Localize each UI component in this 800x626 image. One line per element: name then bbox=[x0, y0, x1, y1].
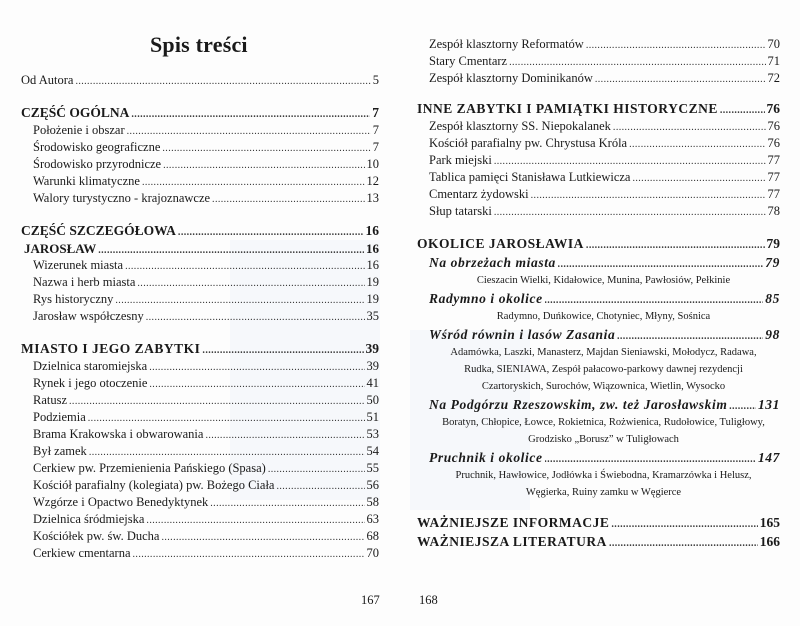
toc-section-wazniejsza-literatura[interactable] bbox=[417, 532, 780, 551]
toc-entry-label: Wzgórze i Opactwo Benedyktynek bbox=[33, 495, 209, 509]
toc-entry-label: Ratusz bbox=[33, 393, 68, 407]
toc-entry-page: 68 bbox=[366, 529, 379, 543]
toc-entry-page: 85 bbox=[765, 291, 780, 306]
toc-section-czesc-ogolna[interactable] bbox=[21, 103, 379, 122]
toc-entry-label: Na obrzeżach miasta bbox=[429, 255, 556, 270]
toc-entry-label: Pruchnik i okolice bbox=[429, 450, 543, 465]
toc-entry-label: Wśród równin i lasów Zasania bbox=[429, 327, 616, 342]
toc-section-page: 76 bbox=[766, 101, 780, 116]
toc-section-label: CZĘŚĆ OGÓLNA bbox=[21, 105, 130, 120]
toc-entry-page: 77 bbox=[767, 170, 780, 184]
toc-entry-label: Kościół parafialny (kolegiata) pw. Bożego Ciała bbox=[33, 478, 275, 492]
dot-leader bbox=[276, 478, 364, 494]
toc-section-label: OKOLICE JAROSŁAWIA bbox=[417, 236, 584, 251]
toc-entry-label: Wizerunek miasta bbox=[33, 258, 124, 272]
toc-entry-page: 54 bbox=[366, 444, 379, 458]
toc-entry[interactable] bbox=[21, 156, 379, 173]
dot-leader bbox=[133, 546, 365, 562]
toc-entry-page: 147 bbox=[757, 450, 780, 465]
toc-entry-page: 5 bbox=[372, 73, 379, 87]
dot-leader bbox=[89, 444, 365, 460]
dot-leader bbox=[162, 140, 370, 156]
dot-leader bbox=[210, 495, 364, 511]
toc-places-line: Pruchnik, Hawłowice, Jodłówka i Świebodna, Kramarzówka i Helusz, bbox=[455, 470, 752, 481]
toc-places-line: Cieszacin Wielki, Kidałowice, Munina, Pawłosiów, Pełkinie bbox=[476, 275, 731, 286]
toc-entry-label: Radymno i okolice bbox=[429, 291, 543, 306]
toc-places-line: Grodzisko „Borusz” w Tuligłowach bbox=[528, 434, 679, 445]
dot-leader bbox=[178, 223, 364, 240]
dot-leader bbox=[149, 359, 364, 375]
toc-entry-label: Park miejski bbox=[429, 153, 492, 167]
toc-list-continued bbox=[417, 36, 780, 87]
toc-section-wazniejsze-informacje[interactable] bbox=[417, 513, 780, 532]
dot-leader bbox=[131, 105, 370, 122]
dot-leader bbox=[88, 410, 365, 426]
toc-entry-label: Na Podgórzu Rzeszowskim, zw. też Jarosławskim bbox=[429, 397, 728, 412]
toc-entry-page: 63 bbox=[366, 512, 379, 526]
toc-entry-page: 77 bbox=[767, 153, 780, 167]
toc-entry-label: Rynek i jego otoczenie bbox=[33, 376, 148, 390]
toc-entry-label: Cerkiew cmentarna bbox=[33, 546, 131, 560]
toc-entry-page: 76 bbox=[767, 136, 780, 150]
dot-leader bbox=[212, 191, 364, 207]
toc-entry-page: 71 bbox=[767, 54, 780, 68]
toc-entry-label: Kościółek pw. św. Ducha bbox=[33, 529, 160, 543]
toc-entry-label: Był zamek bbox=[33, 444, 87, 458]
toc-entry-label: Brama Krakowska i obwarowania bbox=[33, 427, 204, 441]
dot-leader bbox=[595, 71, 766, 87]
dot-leader bbox=[613, 119, 766, 135]
toc-entry-label: Dzielnica staromiejska bbox=[33, 359, 148, 373]
toc-entry-page: 131 bbox=[757, 397, 780, 412]
toc-entry-page: 51 bbox=[366, 410, 379, 424]
toc-entry-label: Zespół klasztorny SS. Niepokalanek bbox=[429, 119, 611, 133]
toc-subsection[interactable] bbox=[417, 395, 780, 414]
toc-places-line: Radymno, Duńkowice, Chotyniec, Młyny, Sośnica bbox=[496, 311, 711, 322]
dot-leader bbox=[545, 291, 764, 308]
toc-entry[interactable] bbox=[21, 358, 379, 375]
toc-section-inne-zabytki[interactable] bbox=[417, 99, 780, 118]
dot-leader bbox=[531, 187, 766, 203]
toc-entry-page: 58 bbox=[366, 495, 379, 509]
page-number: 168 bbox=[419, 593, 438, 607]
toc-section-czesc-szczegolowa[interactable] bbox=[21, 221, 379, 240]
toc-entry-label: Zespół klasztorny Dominikanów bbox=[429, 71, 593, 85]
toc-entry[interactable] bbox=[21, 122, 379, 139]
toc-section-label: INNE ZABYTKI I PAMIĄTKI HISTORYCZNE bbox=[417, 101, 718, 116]
toc-entry-page: 12 bbox=[366, 174, 379, 188]
toc-places-line: Węgierka, Ruiny zamku w Węgierce bbox=[525, 487, 682, 498]
toc-entry[interactable] bbox=[417, 36, 780, 53]
right-page bbox=[400, 0, 800, 626]
toc-entry[interactable] bbox=[21, 494, 379, 511]
toc-entry-label: Warunki klimatyczne bbox=[33, 174, 140, 188]
toc-entry[interactable] bbox=[21, 409, 379, 426]
toc-section-page: 16 bbox=[365, 223, 379, 238]
toc-entry-page: 72 bbox=[767, 71, 780, 85]
toc-entry[interactable] bbox=[21, 443, 379, 460]
toc-entry-page: 98 bbox=[765, 327, 780, 342]
toc-section-miasto[interactable] bbox=[21, 339, 379, 358]
dot-leader bbox=[268, 461, 365, 477]
toc-entry-label: Jarosław współczesny bbox=[33, 309, 144, 323]
dot-leader bbox=[163, 157, 364, 173]
toc-entry-page: 70 bbox=[366, 546, 379, 560]
toc-subsection[interactable] bbox=[417, 253, 780, 272]
dot-leader bbox=[127, 123, 371, 139]
dot-leader bbox=[115, 292, 364, 308]
toc-entry[interactable] bbox=[21, 511, 379, 528]
toc-entry-page: 79 bbox=[765, 255, 780, 270]
dot-leader bbox=[729, 397, 756, 414]
toc-list-ogolna bbox=[21, 122, 379, 207]
toc-entry[interactable] bbox=[417, 203, 780, 220]
toc-entry[interactable] bbox=[21, 528, 379, 545]
toc-entry[interactable] bbox=[21, 274, 379, 291]
dot-leader bbox=[609, 534, 758, 551]
toc-entry-label: Od Autora bbox=[21, 73, 74, 87]
toc-entry[interactable] bbox=[417, 169, 780, 186]
toc-entry-page: 39 bbox=[366, 359, 379, 373]
toc-entry-page: 78 bbox=[767, 204, 780, 218]
page-number: 167 bbox=[361, 593, 380, 607]
toc-list-okolice bbox=[417, 253, 780, 501]
table-of-contents-left bbox=[21, 72, 379, 562]
toc-places-line: Czartoryskich, Surochów, Wiązownica, Wietlin, Wysocko bbox=[481, 381, 726, 392]
toc-entry-page: 10 bbox=[366, 157, 379, 171]
toc-entry-page: 19 bbox=[366, 275, 379, 289]
toc-entry-label: Zespół klasztorny Reformatów bbox=[429, 37, 584, 51]
toc-section-page: 166 bbox=[759, 534, 780, 549]
dot-leader bbox=[149, 376, 364, 392]
toc-list-miasto bbox=[21, 358, 379, 562]
toc-entry-page: 35 bbox=[366, 309, 379, 323]
toc-entry-label: Cerkiew pw. Przemienienia Pańskiego (Spasa) bbox=[33, 461, 266, 475]
toc-entry-page: 53 bbox=[366, 427, 379, 441]
dot-leader bbox=[632, 170, 765, 186]
toc-list-jaroslaw bbox=[21, 257, 379, 325]
toc-entry[interactable] bbox=[417, 70, 780, 87]
dot-leader bbox=[205, 427, 364, 443]
toc-entry-page: 13 bbox=[366, 191, 379, 205]
dot-leader bbox=[586, 37, 766, 53]
toc-entry-label: Środowisko przyrodnicze bbox=[33, 157, 162, 171]
toc-entry[interactable] bbox=[417, 135, 780, 152]
toc-entry-label: Podziemia bbox=[33, 410, 86, 424]
page-title: Spis treści bbox=[150, 32, 248, 57]
toc-entry[interactable] bbox=[21, 173, 379, 190]
toc-entry-page: 7 bbox=[372, 123, 379, 137]
toc-entry[interactable] bbox=[417, 53, 780, 70]
dot-leader bbox=[142, 174, 365, 190]
toc-entry-page: 76 bbox=[767, 119, 780, 133]
toc-section-label: WAŻNIEJSZA LITERATURA bbox=[417, 534, 607, 549]
dot-leader bbox=[69, 393, 364, 409]
toc-entry-page: 77 bbox=[767, 187, 780, 201]
toc-entry[interactable] bbox=[21, 190, 379, 207]
toc-section-page: 39 bbox=[365, 341, 379, 356]
dot-leader bbox=[720, 101, 765, 118]
toc-entry[interactable] bbox=[417, 186, 780, 203]
toc-entry-page: 55 bbox=[366, 461, 379, 475]
toc-entry[interactable] bbox=[21, 291, 379, 308]
toc-entry-label: Tablica pamięci Stanisława Lutkiewicza bbox=[429, 170, 631, 184]
toc-entry[interactable] bbox=[21, 257, 379, 274]
toc-entry[interactable] bbox=[21, 139, 379, 156]
toc-entry-label: Nazwa i herb miasta bbox=[33, 275, 136, 289]
toc-entry[interactable] bbox=[21, 375, 379, 392]
dot-leader bbox=[629, 136, 765, 152]
toc-entry-page: 41 bbox=[366, 376, 379, 390]
dot-leader bbox=[98, 242, 364, 257]
dot-leader bbox=[558, 255, 763, 272]
toc-list-inne bbox=[417, 118, 780, 220]
toc-entry-label: Środowisko geograficzne bbox=[33, 140, 161, 154]
dot-leader bbox=[545, 450, 756, 467]
toc-entry-label: Stary Cmentarz bbox=[429, 54, 508, 68]
toc-entry-page: 7 bbox=[372, 140, 379, 154]
toc-entry-label: Rys historyczny bbox=[33, 292, 114, 306]
toc-subsection[interactable] bbox=[417, 289, 780, 308]
dot-leader bbox=[75, 73, 370, 89]
toc-entry-label: Położenie i obszar bbox=[33, 123, 125, 137]
toc-entry-page: 70 bbox=[767, 37, 780, 51]
toc-entry-page: 16 bbox=[366, 258, 379, 272]
dot-leader bbox=[494, 153, 766, 169]
toc-subsection[interactable] bbox=[417, 448, 780, 467]
toc-entry-label: Słup tatarski bbox=[429, 204, 492, 218]
toc-places-line: Rudka, SIENIAWA, Zespół pałacowo-parkowy dawnej rezydencji bbox=[464, 364, 743, 375]
toc-entry-label: Cmentarz żydowski bbox=[429, 187, 529, 201]
toc-entry-page: 50 bbox=[366, 393, 379, 407]
dot-leader bbox=[146, 309, 365, 325]
dot-leader bbox=[146, 512, 364, 528]
toc-entry-label: Walory turystyczno - krajoznawcze bbox=[33, 191, 211, 205]
toc-entry[interactable] bbox=[417, 118, 780, 135]
toc-section-okolice[interactable] bbox=[417, 234, 780, 253]
dot-leader bbox=[137, 275, 364, 291]
table-of-contents-right bbox=[417, 36, 780, 551]
dot-leader bbox=[125, 258, 364, 274]
toc-section-label: WAŻNIEJSZE INFORMACJE bbox=[417, 515, 610, 530]
toc-places-line: Boratyn, Chłopice, Łowce, Rokietnica, Rożwienica, Rudołowice, Tuligłowy, bbox=[442, 417, 765, 428]
toc-section-page: 79 bbox=[766, 236, 780, 251]
toc-entry-page: 56 bbox=[366, 478, 379, 492]
toc-entry-label: Dzielnica śródmiejska bbox=[33, 512, 145, 526]
toc-entry-page: 19 bbox=[366, 292, 379, 306]
dot-leader bbox=[494, 204, 766, 220]
toc-section-page: 7 bbox=[372, 105, 379, 120]
toc-subsection[interactable] bbox=[417, 325, 780, 344]
toc-subsection-jaroslaw[interactable] bbox=[21, 240, 379, 257]
dot-leader bbox=[586, 236, 765, 253]
toc-entry[interactable] bbox=[21, 545, 379, 562]
dot-leader bbox=[617, 327, 763, 344]
dot-leader bbox=[202, 341, 363, 358]
dot-leader bbox=[509, 54, 765, 70]
toc-subsection-label: JAROSŁAW bbox=[24, 241, 97, 256]
toc-section-page: 165 bbox=[759, 515, 780, 530]
toc-entry[interactable] bbox=[21, 308, 379, 325]
dot-leader bbox=[161, 529, 364, 545]
toc-entry-od-autora[interactable] bbox=[21, 72, 379, 89]
toc-places-line: Adamówka, Laszki, Manasterz, Majdan Sieniawski, Mołodycz, Radawa, bbox=[450, 347, 757, 358]
toc-entry[interactable] bbox=[21, 460, 379, 477]
toc-section-label: CZĘŚĆ SZCZEGÓŁOWA bbox=[21, 223, 176, 238]
toc-entry[interactable] bbox=[417, 152, 780, 169]
toc-subsection-page: 16 bbox=[366, 241, 379, 256]
toc-entry[interactable] bbox=[21, 426, 379, 443]
toc-entry[interactable] bbox=[21, 477, 379, 494]
toc-entry-label: Kościół parafialny pw. Chrystusa Króla bbox=[429, 136, 628, 150]
toc-section-label: MIASTO I JEGO ZABYTKI bbox=[21, 341, 201, 356]
dot-leader bbox=[611, 515, 757, 532]
toc-entry[interactable] bbox=[21, 392, 379, 409]
